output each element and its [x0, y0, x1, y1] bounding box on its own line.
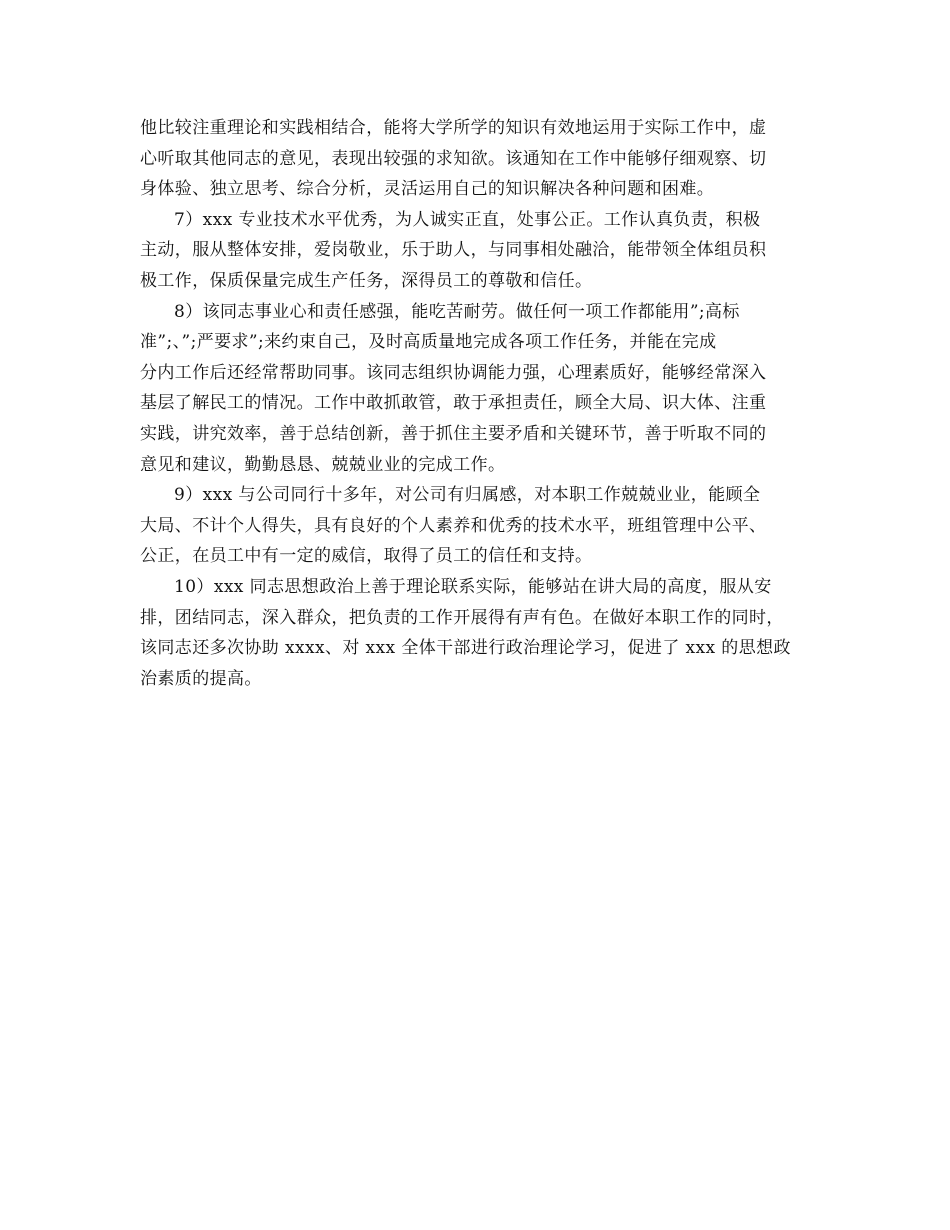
- text-line: 他比较注重理论和实践相结合，能将大学所学的知识有效地运用于实际工作中，虚: [140, 118, 767, 138]
- text-line: 7）xxx 专业技术水平优秀，为人诚实正直，处事公正。工作认真负责，积极: [174, 209, 761, 230]
- text-line: 意见和建议，勤勤恳恳、兢兢业业的完成工作。: [140, 454, 506, 475]
- paragraph-item-8: [140, 297, 812, 481]
- text-line: 排，团结同志，深入群众，把负责的工作开展得有声有色。在做好本职工作的同时，: [140, 607, 784, 628]
- text-line: 主动，服从整体安排，爱岗敬业，乐于助人，与同事相处融洽，能带领全体组员积: [140, 240, 767, 261]
- text-line: 该同志还多次协助 xxxx、对 xxx 全体干部进行政治理论学习，促进了 xxx 的思想政: [140, 638, 791, 659]
- text-line: 心听取其他同志的意见，表现出较强的求知欲。该通知在工作中能够仔细观察、切: [140, 148, 767, 169]
- text-line: 10）xxx 同志思想政治上善于理论联系实际，能够站在讲大局的高度，服从安: [174, 576, 772, 597]
- text-line: 基层了解民工的情况。工作中敢抓敢管，敢于承担责任，顾全大局、识大体、注重: [140, 393, 767, 414]
- paragraph-item-7: [140, 205, 812, 297]
- text-line: 8）该同志事业心和责任感强，能吃苦耐劳。做任何一项工作都能用”;高标: [174, 301, 740, 322]
- paragraph-item-10: [140, 572, 812, 694]
- text-line: 大局、不计个人得失，具有良好的个人素养和优秀的技术水平，班组管理中公平、: [140, 515, 767, 536]
- text-line: 分内工作后还经常帮助同事。该同志组织协调能力强，心理素质好，能够经常深入: [140, 362, 767, 383]
- text-line: 公正，在员工中有一定的威信，取得了员工的信任和支持。: [140, 546, 593, 567]
- text-line: 实践，讲究效率，善于总结创新，善于抓住主要矛盾和关键环节，善于听取不同的: [140, 423, 767, 444]
- text-line: 身体验、独立思考、综合分析，灵活运用自己的知识解决各种问题和困难。: [140, 179, 715, 200]
- paragraph-item-9: [140, 480, 812, 572]
- text-line: 极工作，保质保量完成生产任务，深得员工的尊敬和信任。: [140, 270, 593, 291]
- paragraph-continuation: [140, 113, 812, 205]
- document-body: [140, 113, 812, 694]
- text-line: 准”;、”;严要求”;来约束自己，及时高质量地完成各项工作任务，并能在完成: [140, 332, 717, 353]
- text-line: 治素质的提高。: [140, 668, 262, 689]
- text-line: 9）xxx 与公司同行十多年，对公司有归属感，对本职工作兢兢业业，能顾全: [174, 485, 761, 506]
